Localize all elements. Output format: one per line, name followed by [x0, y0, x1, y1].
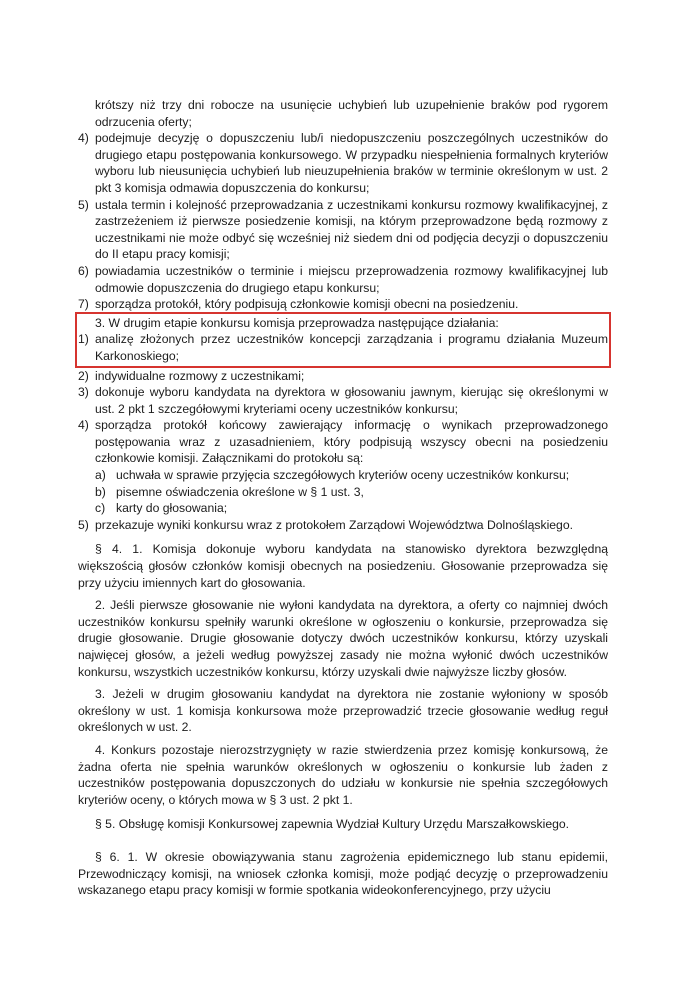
attachment-letter: c): [95, 501, 106, 516]
highlighted-passage: [78, 315, 608, 365]
list-item-number: 5): [78, 197, 89, 212]
list-item-text: ustala termin i kolejność przeprowadzania z uczestnikami konkursu rozmowy kwalifikacyjnej, z zastrzeżeniem iż pierwsze posiedzenie komisji, na którym przeprowadzone będą rozmowy z uczestnikami nie może odbyć się wcześniej niż siedem dni od podjęcia decyzji o dopuszczeniu do II etapu pracy komisji;: [95, 197, 608, 262]
document-content: [78, 97, 608, 899]
section-6-paragraph: § 6. 1. W okresie obowiązywania stanu zagrożenia epidemicznego lub stanu epidemii, Przewodniczący komisji, na wniosek członka komisji, może podjąć decyzję o przeprowadzeniu wskazanego etapu pracy komisji w formie spotkania wideokonferencyjnego, przy użyciu: [78, 849, 608, 898]
section-4-paragraph-2: 2. Jeśli pierwsze głosowanie nie wyłoni kandydata na dyrektora, a oferty co najmniej dwóch uczestników konkursu spełniły warunki określone w ogłoszeniu o konkursie, przeprowadza się drugie głosowanie. Drugie głosowanie dotyczy dwóch uczestników konkursu, którzy uzyskali najwięcej głosów, a jeżeli według powyższej zasady nie można wyłonić dwóch uczestników konkursu, wszystkich uczestników konkursu, którzy uzyskali dwie najwyższe liczby głosów.: [78, 598, 608, 679]
attachment-text: pisemne oświadczenia określone w § 1 ust. 3,: [116, 484, 364, 499]
section-5-paragraph: § 5. Obsługę komisji Konkursowej zapewnia Wydział Kultury Urzędu Marszałkowskiego.: [95, 817, 570, 832]
list-item-number: 3): [78, 385, 89, 400]
list-item-number: 4): [78, 131, 89, 146]
attachment-item: [78, 484, 608, 501]
list-item: [78, 263, 608, 296]
list-item: [78, 517, 608, 534]
list-item: [78, 417, 608, 467]
list-item-number: 1): [78, 332, 89, 347]
list-item-text: indywidualne rozmowy z uczestnikami;: [95, 368, 305, 383]
list-item-text: sporządza protokół końcowy zawierający informację o wynikach przeprowadzonego postępowania wraz z uzasadnieniem, który podpisują wszyscy obecni na posiedzeniu członkowie komisji. Załącznikami do protokołu są:: [95, 418, 608, 466]
continued-paragraph: krótszy niż trzy dni robocze na usunięcie uchybień lub uzupełnienie braków pod rygorem odrzucenia oferty;: [95, 98, 608, 129]
list-item-number: 2): [78, 368, 89, 383]
attachment-item: [78, 467, 608, 484]
section-4-paragraph-3: 3. Jeżeli w drugim głosowaniu kandydat na dyrektora nie zostanie wyłoniony w sposób określony w ust. 1 komisja konkursowa może przeprowadzić trzecie głosowanie według reguł określonych w ust. 2.: [78, 687, 608, 735]
stage-two-heading: 3. W drugim etapie konkursu komisja przeprowadza następujące działania:: [95, 315, 499, 330]
list-item-text: powiadamia uczestników o terminie i miejscu przeprowadzenia rozmowy kwalifikacyjnej lub odmowie dopuszczenia do drugiego etapu konkursu;: [95, 263, 608, 295]
attachment-item: [78, 500, 608, 517]
list-item-text: podejmuje decyzję o dopuszczeniu lub/i niedopuszczeniu poszczególnych uczestników do drugiego etapu postępowania konkursowego. W przypadku niespełnienia formalnych kryteriów wyboru lub nieusunięcia uchybień lub nieuzupełnienia braków w terminie określonym w ust. 2 pkt 3 komisja odmawia dopuszczenia do konkursu;: [95, 131, 608, 195]
list-item: [78, 368, 608, 385]
attachment-text: uchwała w sprawie przyjęcia szczegółowych kryteriów oceny uczestników konkursu;: [116, 468, 570, 483]
list-item-text: przekazuje wyniki konkursu wraz z protokołem Zarządowi Województwa Dolnośląskiego.: [95, 517, 573, 532]
list-item-number: 4): [78, 418, 89, 433]
list-item: [78, 296, 608, 313]
list-item-text: sporządza protokół, który podpisują członkowie komisji obecni na posiedzeniu.: [95, 297, 519, 312]
attachment-letter: a): [95, 468, 106, 483]
attachment-letter: b): [95, 484, 106, 499]
list-item-text: dokonuje wyboru kandydata na dyrektora w głosowaniu jawnym, kierując się określonymi w ust. 2 pkt 1 szczegółowymi kryteriami oceny uczestników konkursu;: [95, 385, 608, 416]
list-item-text: analizę złożonych przez uczestników koncepcji zarządzania i programu działania Muzeum Karkonoskiego;: [95, 332, 608, 363]
list-item: [78, 197, 608, 263]
list-item: [78, 384, 608, 417]
attachment-text: karty do głosowania;: [116, 501, 228, 516]
list-item-number: 7): [78, 297, 89, 312]
list-item-number: 5): [78, 517, 89, 532]
list-item: [78, 130, 608, 196]
section-4-paragraph-1: § 4. 1. Komisja dokonuje wyboru kandydata na stanowisko dyrektora bezwzględną większością głosów członków komisji obecnych na posiedzeniu. Głosowanie przeprowadza się przy użyciu imiennych kart do głosowania.: [78, 542, 608, 590]
list-item-number: 6): [78, 263, 89, 278]
list-item: [78, 331, 608, 364]
section-4-paragraph-4: 4. Konkurs pozostaje nierozstrzygnięty w razie stwierdzenia przez komisję konkursową, że żadna oferta nie spełnia warunków określonych w ogłoszeniu o konkursie lub żaden z uczestników postępowania dopuszczonych do udziału w konkursie nie spełnia szczegółowych kryteriów oceny, o których mowa w § 3 ust. 2 pkt 1.: [78, 742, 608, 807]
